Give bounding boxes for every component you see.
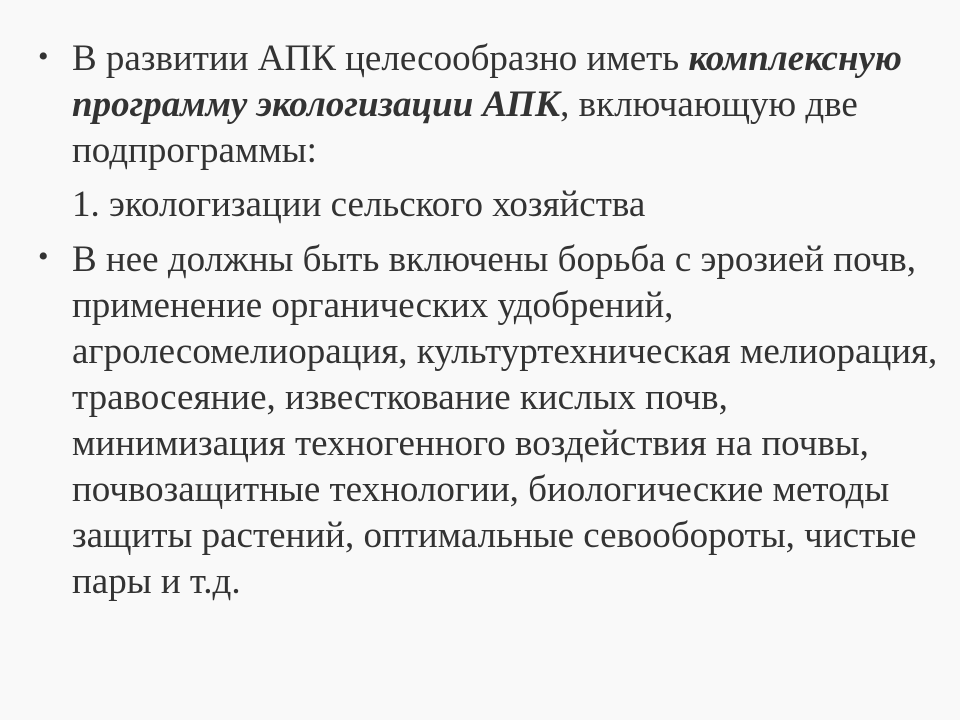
item1-emphasis: комплексную программу экологизации АПК — [72, 38, 902, 125]
bullet-item-measures: В нее должны быть включены борьба с эрозией почв, применение органических удобрений, агролесомелиорация, культуртехническая мелиорация, травосеяние, известкование кислых почв, минимизация техногенного воздействия на почвы, почвозащитные технологии, биологические методы защиты растений, оптимальные севообороты, чистые пары и т.д. — [72, 239, 938, 602]
bullet-icon: • — [38, 240, 49, 273]
item1-text-before: В развитии АПК целесообразно иметь — [72, 38, 689, 79]
bullet-icon: • — [38, 40, 49, 73]
item1-text-after: , включающую две подпрограммы: — [72, 84, 858, 171]
subitem-agriculture: 1. экологизации сельского хозяйства — [72, 184, 646, 225]
bullet-item-program — [72, 36, 942, 174]
